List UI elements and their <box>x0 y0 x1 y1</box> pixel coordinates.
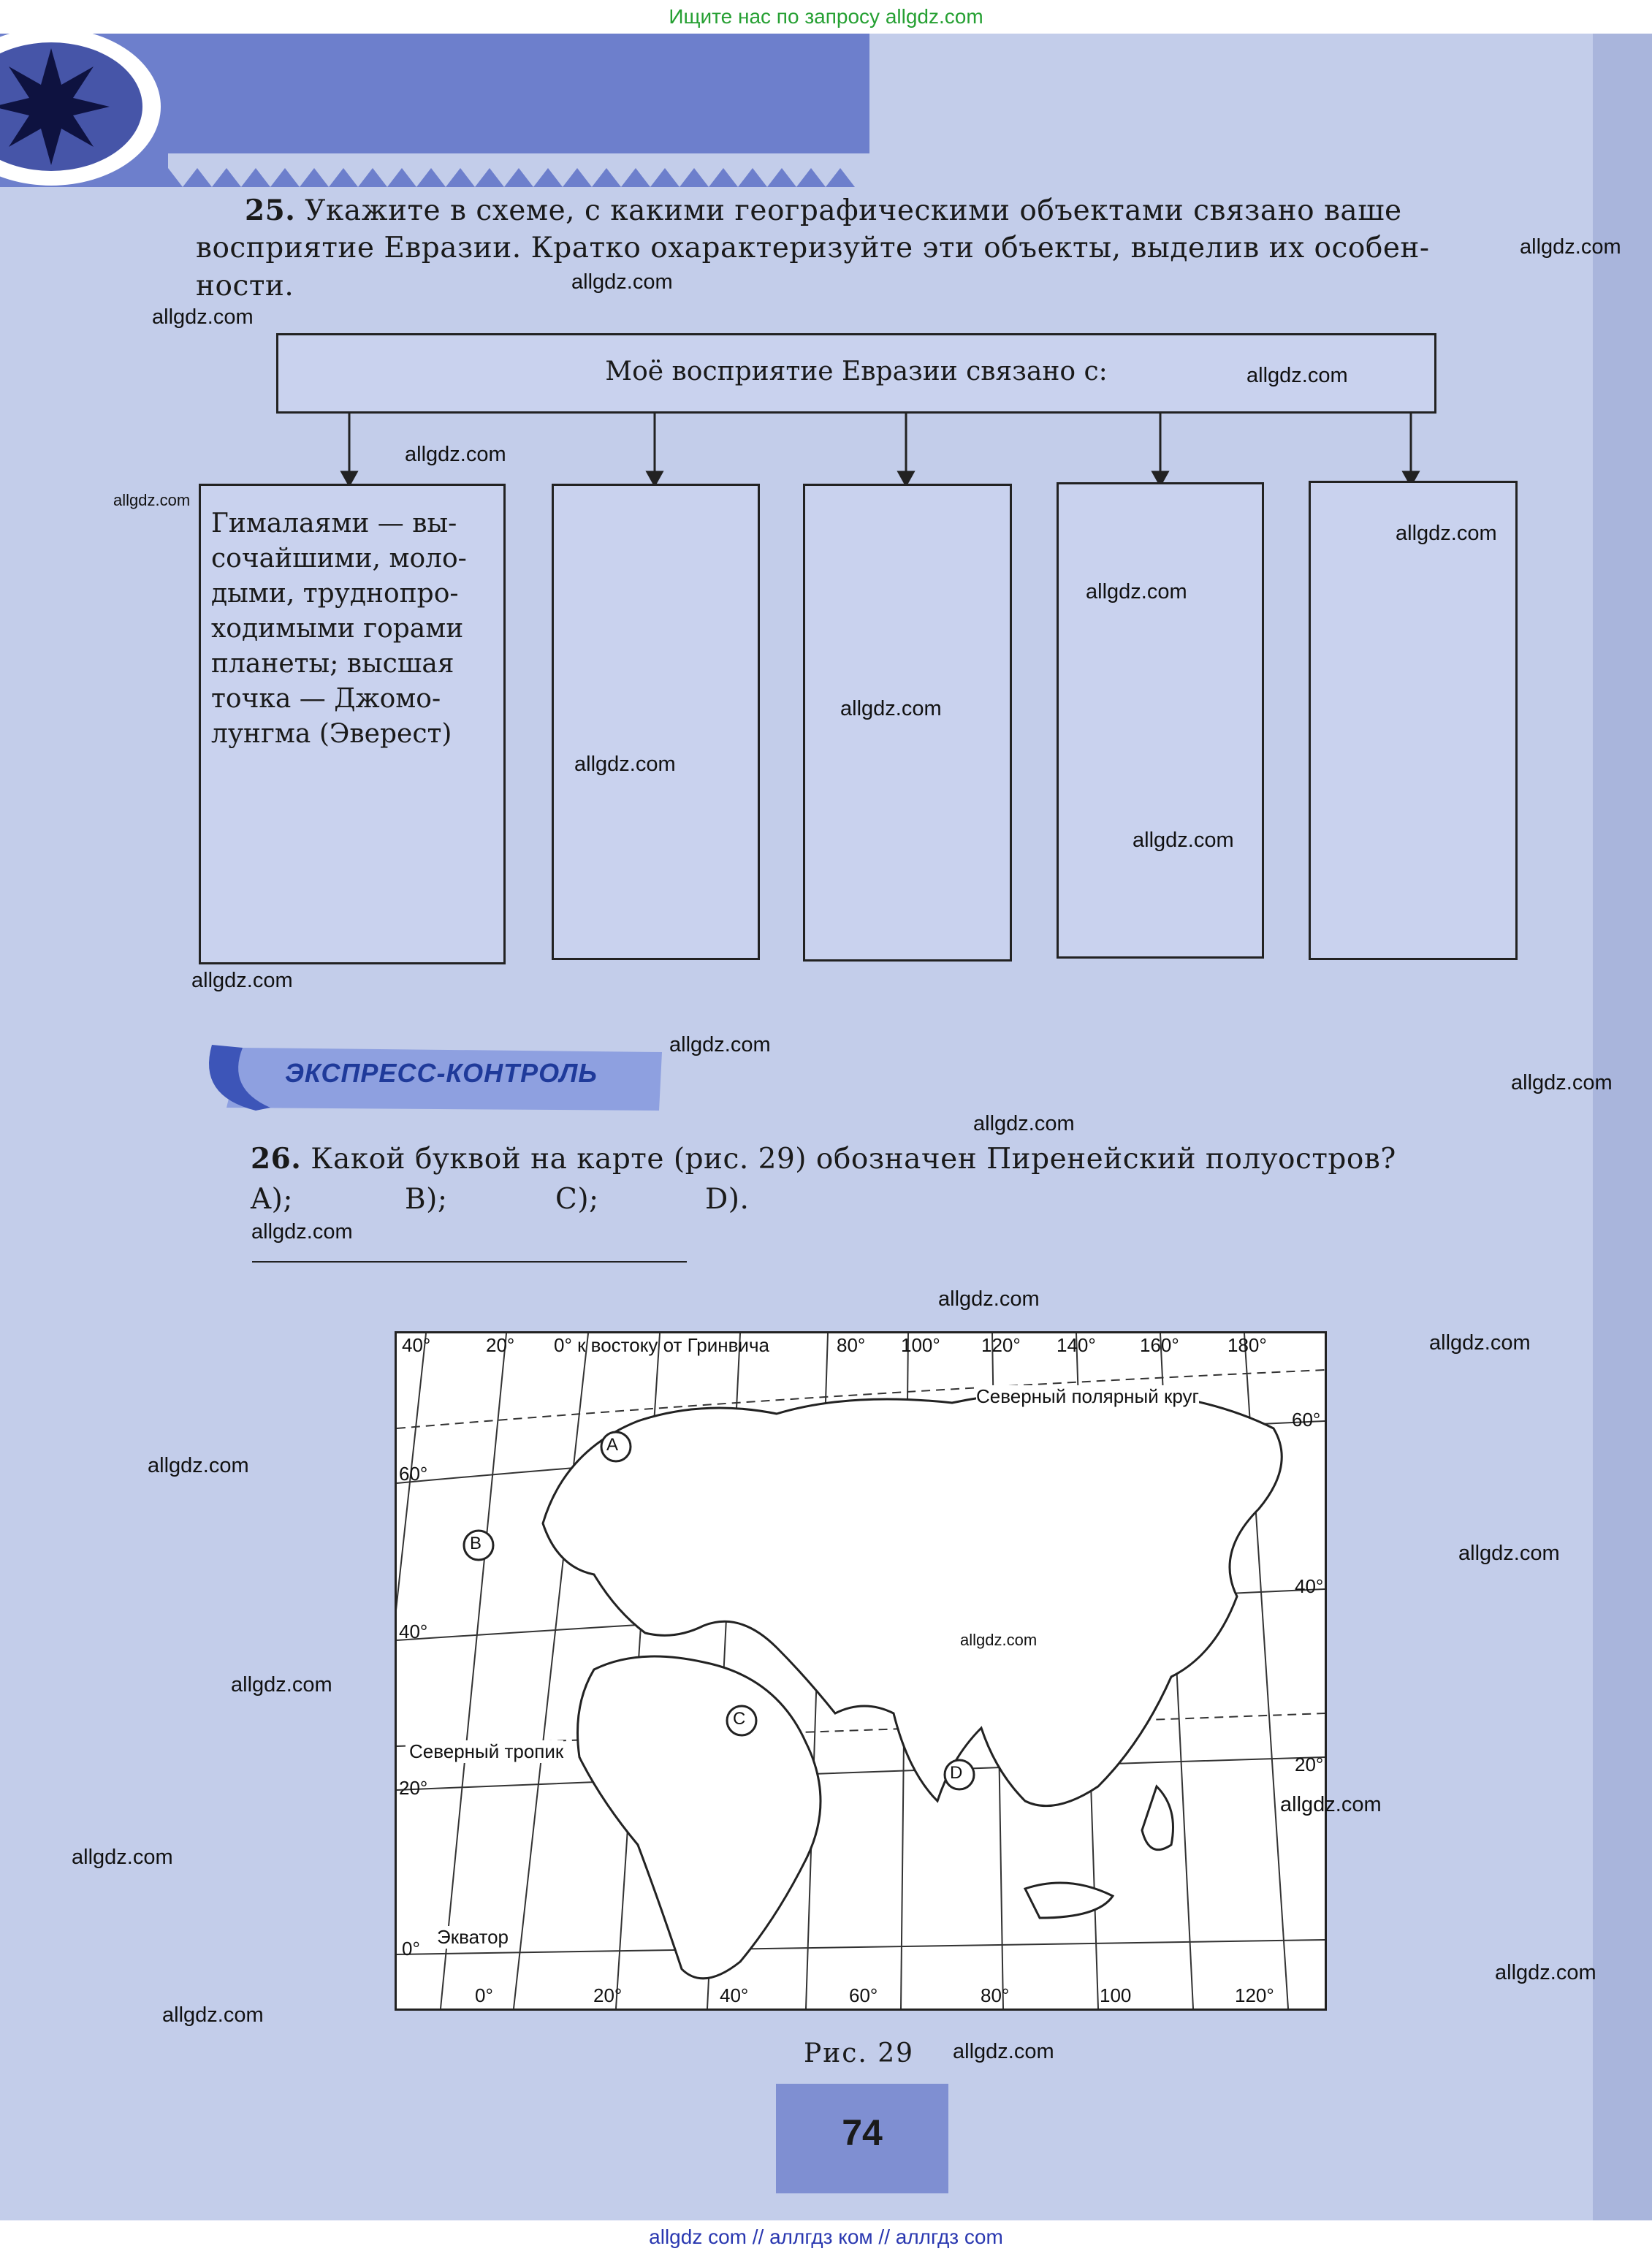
top-banner[interactable]: Ищите нас по запросу allgdz.com <box>0 0 1652 34</box>
watermark: allgdz.com <box>162 2003 264 2027</box>
map-left-label-1: 60° <box>399 1463 428 1485</box>
task25-line2: восприятие Евразии. Кратко охарактеризуйте эти объекты, выделив их особен- <box>196 232 1430 264</box>
map-bottom-label-1: 0° <box>475 1984 493 2006</box>
marker-b-label: B <box>470 1534 482 1553</box>
scheme-title: Моё восприятие Евразии связано с: <box>605 357 1108 387</box>
map-drawing <box>397 1333 1325 2009</box>
task26-question-line <box>251 1140 1522 1179</box>
map-right-label-1: 60° <box>1292 1409 1321 1431</box>
page-number: 74 <box>842 2112 883 2153</box>
map-bottom-label-3: 40° <box>720 1984 749 2006</box>
watermark: allgdz.com <box>973 1112 1075 1135</box>
map-left-label-2: 40° <box>399 1621 428 1642</box>
watermark: allgdz.com <box>1511 1071 1613 1094</box>
watermark: allgdz.com <box>148 1454 249 1477</box>
watermark: allgdz.com <box>251 1220 353 1244</box>
watermark: allgdz.com <box>938 1287 1040 1311</box>
express-control-label: ЭКСПРЕСС-КОНТРОЛЬ <box>285 1058 598 1088</box>
marker-d-label: D <box>950 1763 963 1783</box>
map-top-label-3: 0° к востоку от Гринвича <box>554 1334 769 1356</box>
watermark: allgdz.com <box>960 1631 1038 1649</box>
marker-c-label: C <box>733 1709 746 1729</box>
watermark: allgdz.com <box>1396 522 1497 545</box>
map-top-label-2: 20° <box>486 1334 515 1356</box>
answer-line[interactable] <box>252 1261 687 1263</box>
watermark: allgdz.com <box>405 443 506 466</box>
map-left-label-4: 0° <box>402 1938 420 1960</box>
map-top-label-7: 140° <box>1057 1334 1096 1356</box>
watermark: allgdz.com <box>1458 1542 1560 1565</box>
watermark: allgdz.com <box>1495 1961 1596 1984</box>
arctic-circle-label: Северный полярный круг <box>976 1385 1199 1407</box>
watermark: allgdz.com <box>1133 829 1234 852</box>
watermark: allgdz.com <box>72 1846 173 1869</box>
star-emblem-icon <box>0 34 168 194</box>
equator-label: Экватор <box>437 1926 509 1948</box>
task25-text-line1: Укажите в схеме, с какими географическими объектами связано ваше <box>305 194 1402 227</box>
map-bottom-label-7: 120° <box>1235 1984 1274 2006</box>
header-zigzag <box>168 153 869 190</box>
watermark: allgdz.com <box>1280 1793 1382 1816</box>
watermark: allgdz.com <box>113 491 191 509</box>
map-left-label-3: 20° <box>399 1777 428 1799</box>
scheme-box-5[interactable] <box>1309 481 1518 960</box>
task26-option-b[interactable]: B); <box>405 1183 448 1216</box>
scheme-box-1-text: Гималаями — вы- сочайшими, моло- дыми, труднопро- ходимыми горами планеты; высшая точка — Джомо- лунгма (Эверест) <box>211 509 467 749</box>
watermark: allgdz.com <box>1520 235 1621 259</box>
page-edge-shadow <box>1593 34 1652 2221</box>
watermark: allgdz.com <box>574 753 676 776</box>
figure-caption: Рис. 29 <box>804 2038 915 2068</box>
watermark: allgdz.com <box>840 697 942 720</box>
map-top-label-9: 180° <box>1227 1334 1267 1356</box>
map-bottom-label-5: 80° <box>981 1984 1010 2006</box>
watermark: allgdz.com <box>231 1673 332 1697</box>
watermark: allgdz.com <box>1086 580 1187 604</box>
tropic-label: Северный тропик <box>409 1740 564 1762</box>
meridian <box>397 1333 426 2009</box>
watermark: allgdz.com <box>669 1033 771 1056</box>
watermark: allgdz.com <box>152 305 254 329</box>
watermark: allgdz.com <box>1429 1331 1531 1355</box>
map-top-label-8: 160° <box>1140 1334 1179 1356</box>
eurasia-map <box>395 1331 1327 2011</box>
map-top-label-6: 120° <box>981 1334 1021 1356</box>
task25-number: 25. <box>245 194 296 227</box>
map-top-label-1: 40° <box>402 1334 431 1356</box>
task26-option-c[interactable]: C); <box>555 1183 599 1216</box>
task25-line1 <box>245 191 1516 230</box>
task26-option-a[interactable]: A); <box>251 1183 294 1216</box>
task26-question: Какой буквой на карте (рис. 29) обозначен Пиренейский полуостров? <box>311 1143 1396 1176</box>
map-right-label-2: 40° <box>1295 1575 1324 1597</box>
scheme-box-1[interactable] <box>199 484 506 964</box>
scheme-box-4[interactable] <box>1057 482 1264 959</box>
watermark: allgdz.com <box>191 969 293 992</box>
map-bottom-label-2: 20° <box>593 1984 623 2006</box>
marker-a-label: A <box>606 1435 619 1455</box>
map-bottom-label-6: 100 <box>1100 1984 1132 2006</box>
map-right-label-3: 20° <box>1295 1754 1324 1775</box>
map-top-label-5: 100° <box>901 1334 940 1356</box>
task26-option-d[interactable]: D). <box>705 1183 750 1216</box>
task25-line3: ности. <box>196 270 294 302</box>
watermark: allgdz.com <box>1246 364 1348 387</box>
map-bottom-label-4: 60° <box>849 1984 878 2006</box>
task26-number: 26. <box>251 1142 302 1176</box>
watermark: allgdz.com <box>571 270 673 294</box>
map-top-label-4: 80° <box>837 1334 866 1356</box>
scheme-box-3[interactable] <box>803 484 1012 962</box>
bottom-banner[interactable]: allgdz com // аллгдз ком // аллгдз com <box>0 2220 1652 2254</box>
scheme-box-2[interactable] <box>552 484 760 960</box>
watermark: allgdz.com <box>953 2040 1054 2063</box>
